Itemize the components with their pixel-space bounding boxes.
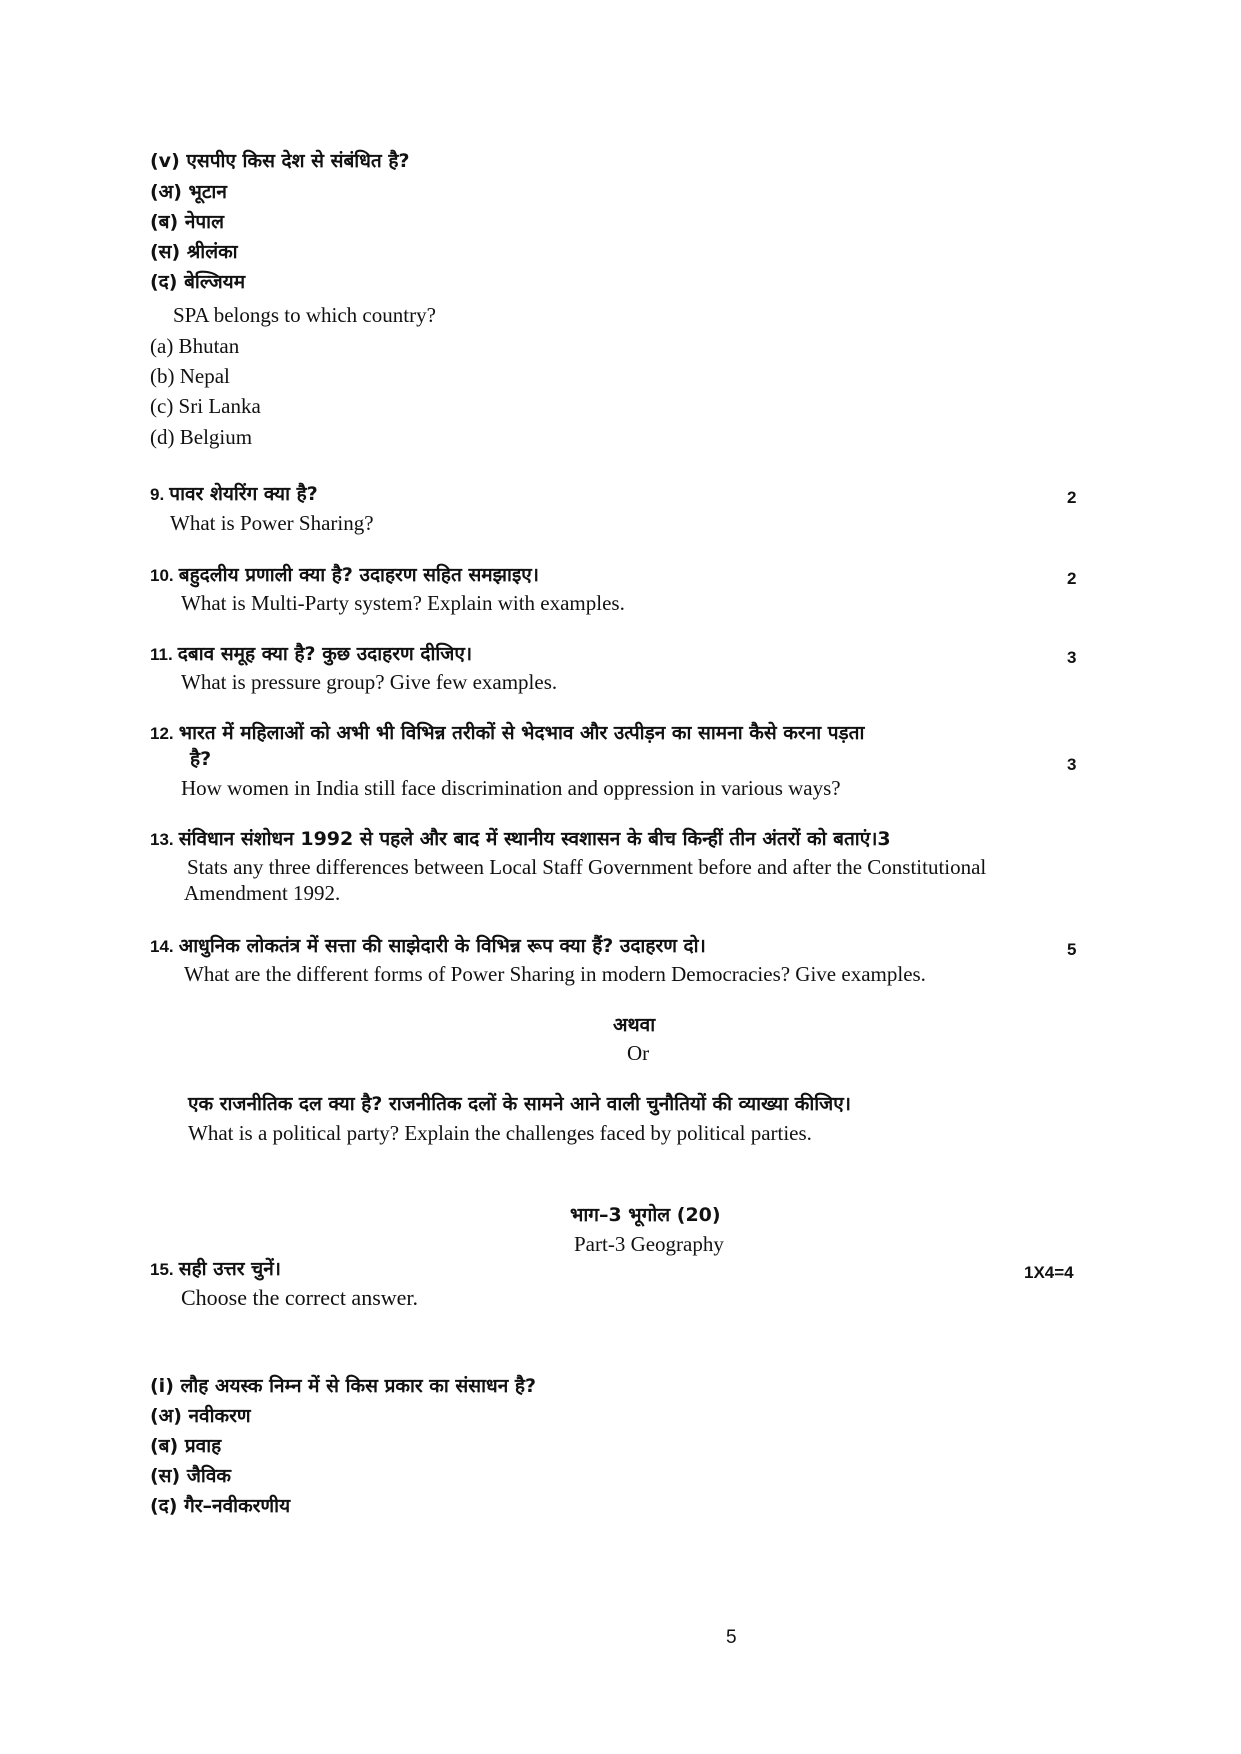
question-9-marks: 2 <box>1067 488 1077 507</box>
question-hindi: भारत में महिलाओं को अभी भी विभिन्न तरीकों से भेदभाव और उत्पीड़न का सामना कैसे करना पड़ता <box>178 722 865 744</box>
question-number: 9. <box>150 485 165 504</box>
question-14-english: What are the different forms of Power Sharing in modern Democracies? Give examples. <box>184 962 926 986</box>
q8v-english-option-b: (b) Nepal <box>150 364 230 388</box>
q8v-hindi-question: (v) एसपीए किस देश से संबंधित है? <box>150 150 410 172</box>
or-hindi: अथवा <box>613 1014 656 1036</box>
q8v-english-question: SPA belongs to which country? <box>173 303 436 327</box>
q15i-hindi-option-d: (द) गैर–नवीकरणीय <box>150 1495 291 1517</box>
question-number: 10. <box>150 566 174 585</box>
question-11-marks: 3 <box>1067 648 1077 667</box>
question-11 <box>150 645 472 664</box>
question-hindi: दबाव समूह क्या है? कुछ उदाहरण दीजिए। <box>177 643 473 665</box>
question-9 <box>150 485 318 504</box>
question-hindi: सही उत्तर चुनें। <box>178 1258 281 1280</box>
q8v-hindi-option-b: (ब) नेपाल <box>150 211 224 233</box>
question-14-marks: 5 <box>1067 940 1077 959</box>
question-12-english: How women in India still face discrimination and oppression in various ways? <box>181 776 841 800</box>
or-english: Or <box>627 1041 650 1065</box>
question-number: 15. <box>150 1260 174 1279</box>
part3-heading-english: Part-3 Geography <box>574 1232 724 1256</box>
page-number: 5 <box>726 1627 737 1648</box>
q8v-hindi-option-d: (द) बेल्जियम <box>150 271 246 293</box>
question-15-english: Choose the correct answer. <box>181 1285 419 1310</box>
question-12-hindi-continued: है? <box>190 748 212 770</box>
question-11-english: What is pressure group? Give few examples. <box>181 670 558 694</box>
question-number: 14. <box>150 937 174 956</box>
q8v-english-option-c: (c) Sri Lanka <box>150 394 261 418</box>
question-hindi: आधुनिक लोकतंत्र में सत्ता की साझेदारी के विभिन्न रूप क्या हैं? उदाहरण दो। <box>178 935 706 957</box>
q8v-english-option-a: (a) Bhutan <box>150 334 240 358</box>
question-10-english: What is Multi-Party system? Explain with examples. <box>181 591 625 615</box>
question-number: 12. <box>150 724 174 743</box>
q15i-hindi-option-c: (स) जैविक <box>150 1465 232 1487</box>
q15i-hindi-option-a: (अ) नवीकरण <box>150 1405 251 1427</box>
part3-heading-hindi: भाग–3 भूगोल (20) <box>570 1204 721 1226</box>
question-hindi: संविधान संशोधन 1992 से पहले और बाद में स्थानीय स्वशासन के बीच किन्हीं तीन अंतरों को बताएं।3 <box>178 828 891 850</box>
q15i-hindi-option-b: (ब) प्रवाह <box>150 1435 222 1457</box>
question-9-english: What is Power Sharing? <box>170 511 374 535</box>
question-14 <box>150 937 706 956</box>
question-number: 13. <box>150 830 174 849</box>
question-10-marks: 2 <box>1067 569 1077 588</box>
q8v-english-option-d: (d) Belgium <box>150 425 253 449</box>
question-10 <box>150 566 539 585</box>
question-13-english: Stats any three differences between Local Staff Government before and after the Constitutional <box>187 855 987 879</box>
question-hindi: बहुदलीय प्रणाली क्या है? उदाहरण सहित समझाइए। <box>178 564 539 586</box>
alternative-question-hindi: एक राजनीतिक दल क्या है? राजनीतिक दलों के सामने आने वाली चुनौतियों की व्याख्या कीजिए। <box>188 1093 851 1115</box>
question-13-english-continued: Amendment 1992. <box>184 881 341 905</box>
q8v-hindi-option-a: (अ) भूटान <box>150 181 227 203</box>
question-hindi: पावर शेयरिंग क्या है? <box>169 483 318 505</box>
question-number: 11. <box>150 645 173 664</box>
question-13 <box>150 830 891 849</box>
q15i-hindi-question: (i) लौह अयस्क निम्न में से किस प्रकार का संसाधन है? <box>150 1375 536 1397</box>
question-12-marks: 3 <box>1067 755 1077 774</box>
question-15-marks: 1X4=4 <box>1024 1263 1074 1282</box>
q8v-hindi-option-c: (स) श्रीलंका <box>150 241 238 263</box>
alternative-question-english: What is a political party? Explain the challenges faced by political parties. <box>188 1121 812 1145</box>
question-15 <box>150 1260 281 1279</box>
question-12 <box>150 724 864 743</box>
